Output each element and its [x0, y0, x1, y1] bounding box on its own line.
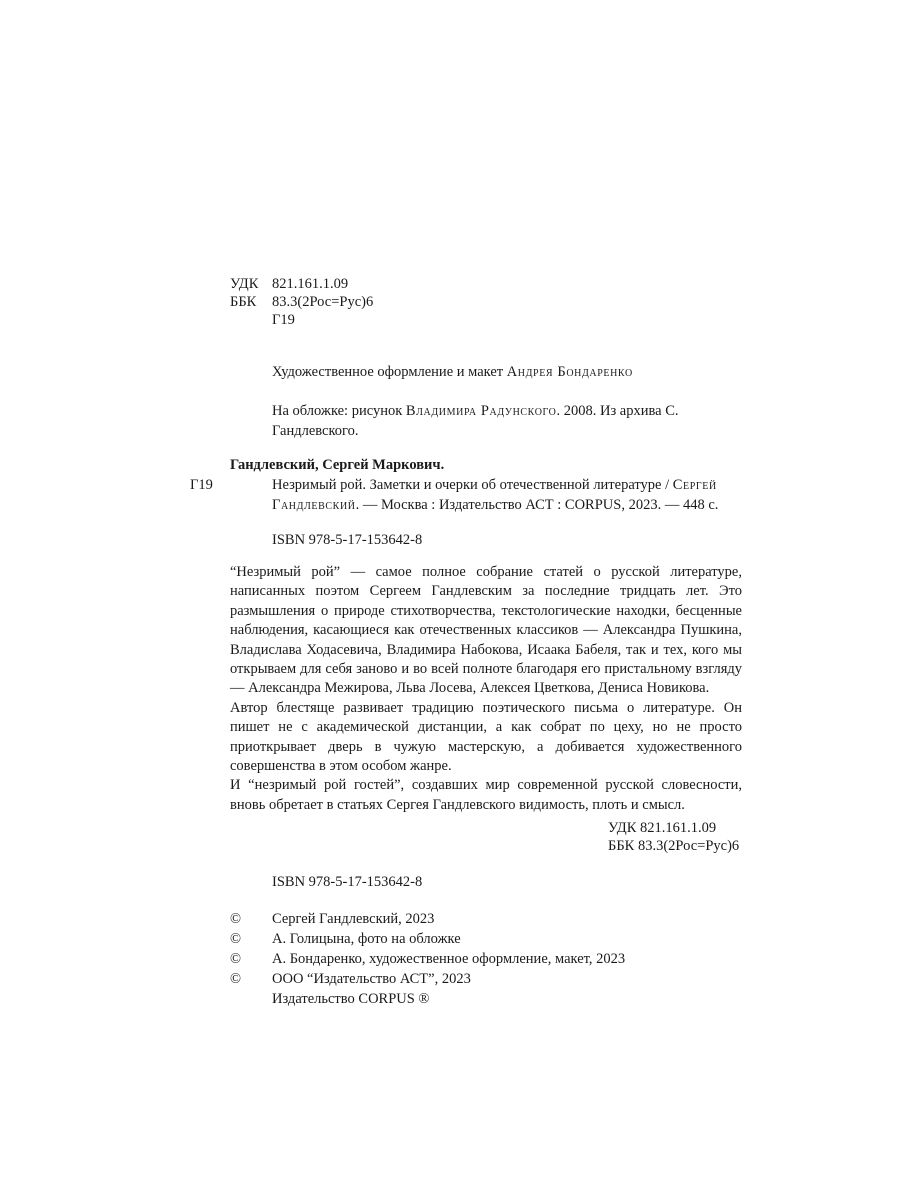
udk-bottom: УДК 821.161.1.09 — [608, 820, 717, 836]
copyright-row — [230, 929, 625, 949]
annotation — [230, 563, 742, 815]
author-heading-block — [230, 455, 444, 475]
author-heading: Гандлевский, Сергей Маркович. — [230, 457, 445, 473]
classification-bottom — [608, 819, 739, 855]
bbk-label: ББК — [230, 294, 257, 310]
publisher-row — [230, 989, 625, 1009]
copyright-symbol: © — [230, 951, 242, 967]
copyright-block — [230, 909, 625, 1009]
copyright-symbol: © — [230, 911, 242, 927]
cover-artist-name: Владимира Радунского — [405, 403, 557, 419]
annotation-paragraph: Автор блестяще развивает традицию поэтического письма о литературе. Он пишет не с академической дистанции, а как собрат по цеху, но не просто приоткрывает дверь в чужую мастерскую, а добивается художественного совершенства в этом особом жанре. — [230, 699, 742, 775]
udk-row — [230, 275, 373, 293]
udk-label: УДК — [230, 276, 259, 292]
author-mark: Г19 — [272, 312, 295, 328]
author-code: Г19 — [190, 477, 213, 493]
cover-credit-prefix: На обложке: рисунок — [272, 403, 406, 419]
bbk-row — [230, 293, 373, 311]
copyright-row — [230, 949, 625, 969]
classification-block — [230, 275, 373, 329]
isbn-bottom: ISBN 978-5-17-153642-8 — [272, 874, 423, 890]
designer-name: Андрея Бондаренко — [506, 364, 633, 380]
title-author: Сергей Гандлевский — [272, 477, 717, 513]
design-credit — [272, 363, 633, 381]
copyright-symbol: © — [230, 931, 242, 947]
annotation-paragraph: И “незримый рой гостей”, создавших мир современной русской словесности, вновь обретает в статьях Сергея Гандлевского видимость, плоть и смысл. — [230, 777, 742, 813]
title-prefix: Незримый рой. Заметки и очерки об отечественной литературе / — [272, 477, 673, 493]
copyright-text: А. Голицына, фото на обложке — [272, 931, 461, 947]
publisher-line: Издательство CORPUS ® — [272, 991, 430, 1007]
title-suffix: . — Москва : Издательство АСТ : CORPUS, 2023. — 448 с. — [355, 497, 719, 513]
copyright-text: А. Бондаренко, художественное оформление, макет, 2023 — [272, 951, 626, 967]
design-credit-text: Художественное оформление и макет — [272, 364, 507, 380]
copyright-symbol: © — [230, 971, 242, 987]
bbk-bottom: ББК 83.3(2Рос=Рус)6 — [608, 838, 740, 854]
cover-credit — [272, 401, 732, 441]
cover-credit-suffix: . 2008. Из архива С. Гандлевского. — [272, 403, 679, 439]
title-entry — [272, 475, 732, 515]
udk-value: 821.161.1.09 — [272, 276, 349, 292]
copyright-text: ООО “Издательство АСТ”, 2023 — [272, 971, 471, 987]
bbk-value: 83.3(2Рос=Рус)6 — [272, 294, 374, 310]
author-mark-row — [230, 311, 373, 329]
isbn-top: ISBN 978-5-17-153642-8 — [272, 532, 423, 548]
copyright-text: Сергей Гандлевский, 2023 — [272, 911, 435, 927]
copyright-row — [230, 969, 625, 989]
copyright-row — [230, 909, 625, 929]
annotation-paragraph: “Незримый рой” — самое полное собрание статей о русской литературе, написанных поэтом Сергеем Гандлевским за последние тридцать лет. Это размышления о природе стихотворчества, текстологические находки, бесценные наблюдения, касающиеся как отечественных классиков — Александра Пушкина, Владислава Ходасевича, Владимира Набокова, Исаака Бабеля, так и тех, кого мы открываем для себя заново и во всей полноте благодаря его пристальному взгляду — Александра Межирова, Льва Лосева, Алексея Цветкова, Дениса Новикова. — [230, 564, 742, 697]
